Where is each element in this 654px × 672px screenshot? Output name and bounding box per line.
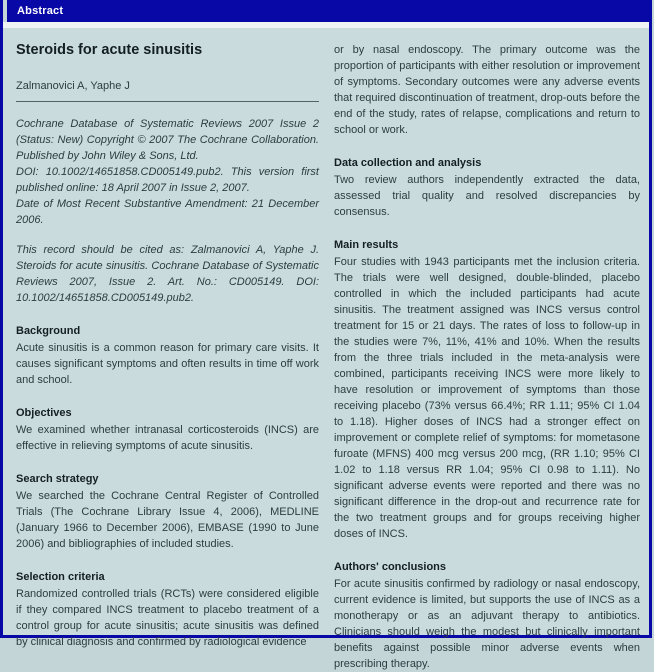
section-body: Randomized controlled trials (RCTs) were considered eligible if they compared INCS treatment to placebo treatment of a control group for acute sinusitis; acute sinusitis was defined by clinical diagnosis and confirmed by radiological evidence [16, 588, 319, 648]
section-heading: Background [16, 325, 81, 337]
selection-criteria-continuation: or by nasal endoscopy. The primary outcome was the proportion of participants with either resolution or improvement of symptoms. Secondary outcomes were any adverse events that required discontinuation of treatment, drop-outs before the end of the study, rates of relapse, complications and return to school or work. [334, 44, 640, 136]
section-body: Acute sinusitis is a common reason for primary care visits. It causes significant symptoms and often results in time off work and school. [16, 342, 319, 386]
section-authors-conclusions [334, 559, 640, 672]
right-column [334, 38, 640, 672]
section-background [16, 323, 319, 388]
section-body: For acute sinusitis confirmed by radiology or nasal endoscopy, current evidence is limited, but supports the use of INCS as a monotherapy or as an adjuvant therapy to antibiotics. Clinicians should weigh the modest but clinically important benefits against possible minor adverse events when prescribing therapy. [334, 578, 640, 670]
section-heading: Main results [334, 239, 399, 251]
abstract-header-bar [7, 0, 650, 22]
section-main-results [334, 237, 640, 542]
section-body: We examined whether intranasal corticosteroids (INCS) are effective in relieving symptoms of acute sinusitis. [16, 424, 319, 452]
section-data-collection [334, 155, 640, 220]
section-body: We searched the Cochrane Central Register of Controlled Trials (The Cochrane Library Issue 4, 2006), MEDLINE (January 1966 to December 2006), EMBASE (1990 to June 2006) and bibliographies of included studies. [16, 490, 319, 550]
section-selection-criteria [16, 569, 319, 650]
citation-doi-line: DOI: 10.1002/14651858.CD005149.pub2. This version first published online: 18 April 2007 in Issue 2, 2007. [16, 166, 319, 194]
article-title: Steroids for acute sinusitis [16, 42, 203, 58]
abstract-header-label: Abstract [17, 5, 64, 17]
citation-block [16, 116, 319, 228]
section-heading: Data collection and analysis [334, 157, 482, 169]
citation-amendment-line: Date of Most Recent Substantive Amendment: 21 December 2006. [16, 198, 319, 226]
section-heading: Objectives [16, 407, 72, 419]
citation-line: Cochrane Database of Systematic Reviews 2007 Issue 2 (Status: New) Copyright © 2007 The Cochrane Collaboration. Published by John Wiley & Sons, Ltd. [16, 118, 319, 162]
cite-as-block [16, 242, 319, 306]
section-body: Two review authors independently extracted the data, assessed trial quality and resolved discrepancies by consensus. [334, 174, 640, 218]
section-heading: Search strategy [16, 473, 99, 485]
section-heading: Selection criteria [16, 571, 105, 583]
section-body: Four studies with 1943 participants met the inclusion criteria. The trials were well designed, double-blinded, placebo controlled in which the included participants had acute sinusitis. The treatment assigned was INCS versus control treatment for 15 or 21 days. The rates of loss to follow-up in the studies were 7%, 11%, 41% and 10%. When the results from the three trials included in the meta-analysis were combined, participants receiving INCS were more likely to have resolution or improvement of symptoms than those receiving placebo (73% versus 66.4%; RR 1.11; 95% CI 1.04 to 1.18). Higher doses of INCS had a stronger effect on improvement or complete relief of symptoms: for mometasone furoate (MFNS) 400 mcg versus 200 mcg, (RR 1.10; 95% CI 1.02 to 1.18 versus RR 1.04; 95% CI 0.98 to 1.11). No significant adverse events were reported and there was no significant difference in the drop-out and recurrence rate for the two treatment groups and for groups receiving higher doses of INCS. [334, 256, 640, 540]
section-objectives [16, 405, 319, 454]
section-search-strategy [16, 471, 319, 552]
authors-line: Zalmanovici A, Yaphe J [16, 78, 319, 102]
cite-as-text: This record should be cited as: Zalmanovici A, Yaphe J. Steroids for acute sinusitis. Cochrane Database of Systematic Reviews 2007, Issue 2. Art. No.: CD005149. DOI: 10.1002/14651858.CD005149.pub2. [16, 244, 319, 304]
frame-border-right [649, 0, 652, 638]
section-heading: Authors' conclusions [334, 561, 447, 573]
left-column [16, 38, 319, 650]
abstract-content [3, 28, 649, 670]
